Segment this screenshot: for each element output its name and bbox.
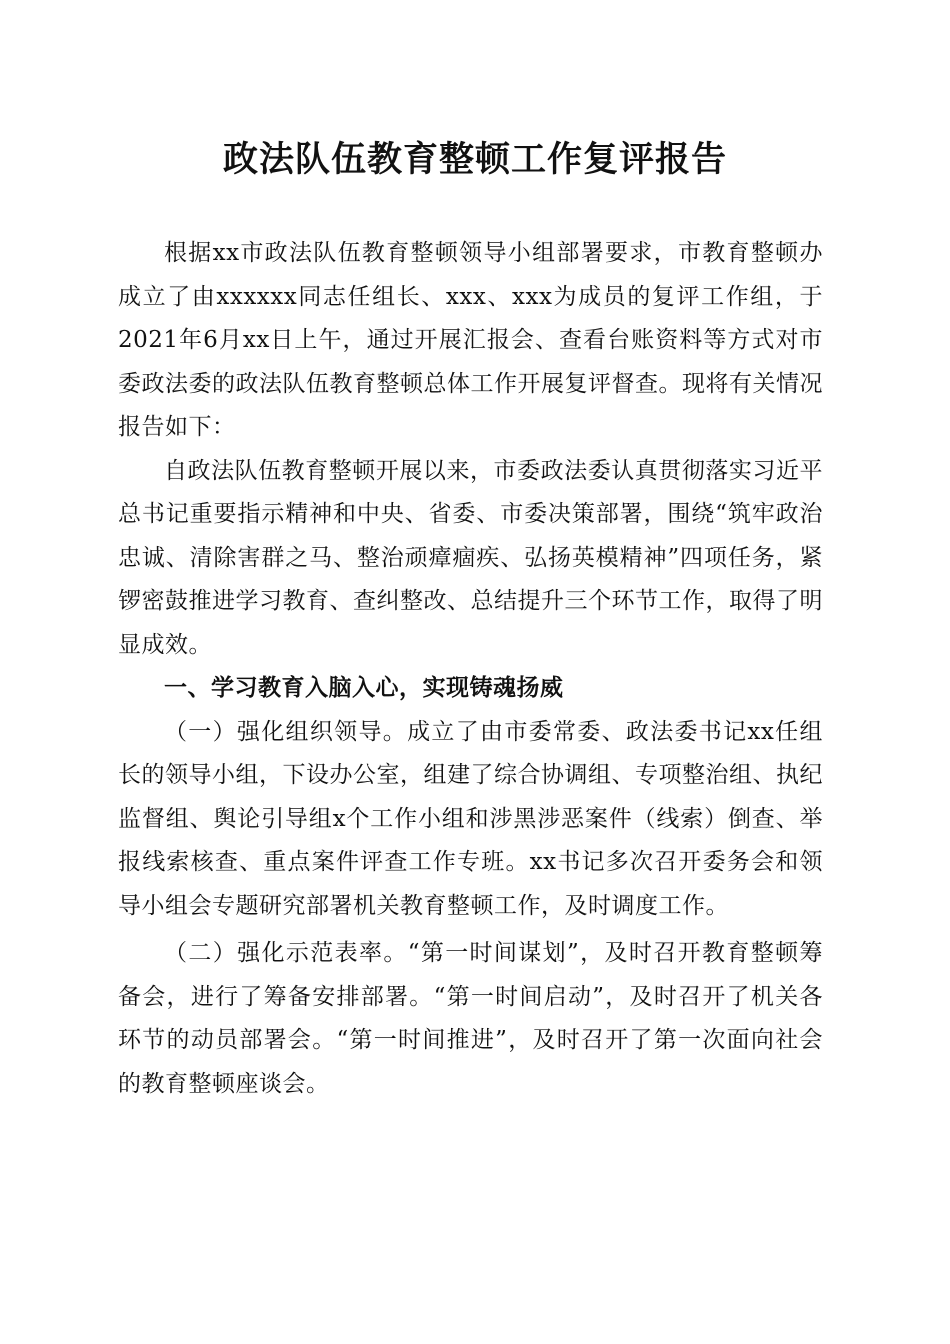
document-title: 政法队伍教育整顿工作复评报告 bbox=[222, 139, 727, 180]
document-body bbox=[118, 232, 823, 1106]
paragraph-organization: （一）强化组织领导。成立了由市委常委、政法委书记xx任组长的领导小组，下设办公室，组建了综合协调组、专项整治组、执纪监督组、舆论引导组x个工作小组和涉黑涉恶案件（线索）倒查、举报线索核查、重点案件评查工作专班。xx书记多次召开委务会和领导小组会专题研究部署机关教育整顿工作，及时调度工作。 bbox=[118, 718, 823, 919]
section-heading-1: 一、学习教育入脑入心，实现铸魂扬威 bbox=[164, 675, 564, 701]
paragraph-demonstration: （二）强化示范表率。“第一时间谋划”，及时召开教育整顿筹备会，进行了筹备安排部署。“第一时间启动”，及时召开了机关各环节的动员部署会。“第一时间推进”，及时召开了第一次面向社会的教育整顿座谈会。 bbox=[118, 940, 823, 1097]
paragraph-overview: 自政法队伍教育整顿开展以来，市委政法委认真贯彻落实习近平总书记重要指示精神和中央、省委、市委决策部署，围绕“筑牢政治忠诚、清除害群之马、整治顽瘴痼疾、弘扬英模精神”四项任务，紧锣密鼓推进学习教育、查纠整改、总结提升三个环节工作，取得了明显成效。 bbox=[118, 457, 823, 658]
paragraph-intro: 根据xx市政法队伍教育整顿领导小组部署要求，市教育整顿办成立了由xxxxxx同志任组长、xxx、xxx为成员的复评工作组，于2021年6月xx日上午，通过开展汇报会、查看台账资料等方式对市委政法委的政法队伍教育整顿总体工作开展复评督查。现将有关情况报告如下： bbox=[118, 240, 823, 440]
